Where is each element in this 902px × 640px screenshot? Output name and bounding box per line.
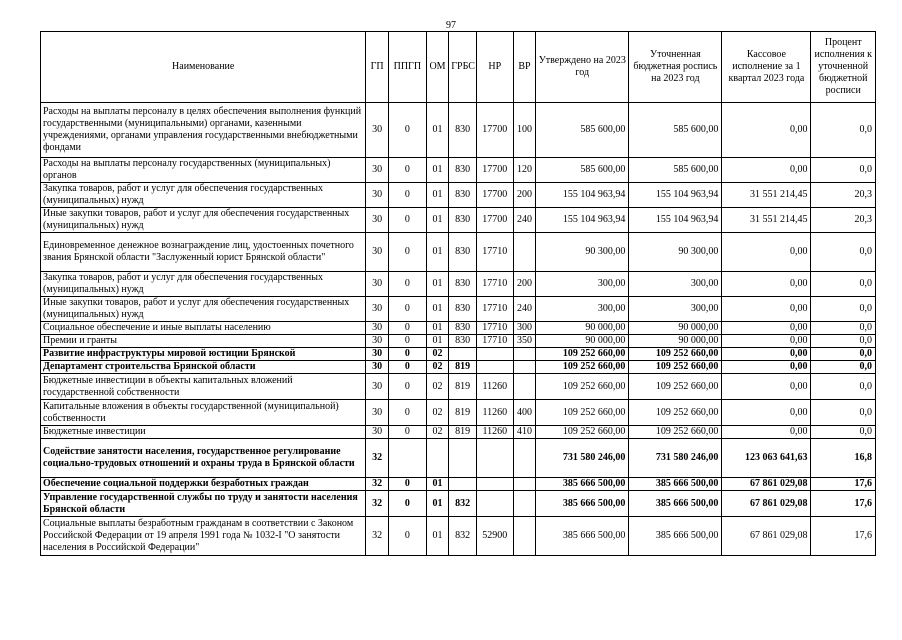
grbs-cell: 830 [449,272,477,297]
percent-cell: 0,0 [811,400,876,426]
name-cell: Иные закупки товаров, работ и услуг для обеспечения государственных (муниципальных) нужд [41,297,366,322]
ppgp-cell: 0 [388,158,426,183]
ppgp-cell: 0 [388,183,426,208]
approved-cell: 109 252 660,00 [536,426,629,439]
np-cell: 17700 [476,103,513,158]
header-refined: Уточненная бюджетная роспись на 2023 год [629,32,722,103]
name-cell: Обеспечение социальной поддержки безработных граждан [41,478,366,491]
table-row [41,517,876,556]
om-cell: 02 [426,361,449,374]
refined-cell: 90 000,00 [629,335,722,348]
table-row [41,208,876,233]
approved-cell: 731 580 246,00 [536,439,629,478]
vr-cell [513,233,536,272]
approved-cell: 300,00 [536,272,629,297]
np-cell [476,491,513,517]
vr-cell: 200 [513,272,536,297]
name-cell: Иные закупки товаров, работ и услуг для обеспечения государственных (муниципальных) нужд [41,208,366,233]
cash-cell: 0,00 [722,348,811,361]
ppgp-cell [388,439,426,478]
ppgp-cell: 0 [388,517,426,556]
table-body [41,103,876,556]
ppgp-cell: 0 [388,103,426,158]
np-cell: 17700 [476,208,513,233]
table-row [41,374,876,400]
approved-cell: 385 666 500,00 [536,478,629,491]
om-cell: 01 [426,478,449,491]
ppgp-cell: 0 [388,348,426,361]
name-cell: Расходы на выплаты персоналу государственных (муниципальных) органов [41,158,366,183]
name-cell: Социальные выплаты безработным гражданам в соответствии с Законом Российской Федерации от 19 апреля 1991 года № 1032-I "О занятости населения в Российской Федерации" [41,517,366,556]
cash-cell: 31 551 214,45 [722,208,811,233]
vr-cell [513,361,536,374]
grbs-cell: 832 [449,517,477,556]
np-cell: 11260 [476,426,513,439]
gp-cell: 30 [366,335,389,348]
grbs-cell: 830 [449,322,477,335]
om-cell: 01 [426,272,449,297]
gp-cell: 30 [366,400,389,426]
table-row [41,400,876,426]
header-percent: Процент исполнения к уточненной бюджетной росписи [811,32,876,103]
percent-cell: 0,0 [811,103,876,158]
vr-cell: 400 [513,400,536,426]
vr-cell [513,478,536,491]
percent-cell: 0,0 [811,272,876,297]
cash-cell: 0,00 [722,158,811,183]
ppgp-cell: 0 [388,272,426,297]
om-cell: 02 [426,400,449,426]
np-cell: 17710 [476,322,513,335]
approved-cell: 155 104 963,94 [536,183,629,208]
header-name: Наименование [41,32,366,103]
ppgp-cell: 0 [388,297,426,322]
grbs-cell: 830 [449,183,477,208]
gp-cell: 30 [366,348,389,361]
percent-cell: 0,0 [811,233,876,272]
om-cell: 01 [426,208,449,233]
vr-cell [513,374,536,400]
gp-cell: 30 [366,297,389,322]
table-row [41,491,876,517]
np-cell [476,478,513,491]
np-cell: 11260 [476,400,513,426]
cash-cell: 0,00 [722,374,811,400]
page-number: 97 [446,20,456,31]
cash-cell: 0,00 [722,335,811,348]
approved-cell: 585 600,00 [536,103,629,158]
om-cell: 01 [426,158,449,183]
vr-cell: 350 [513,335,536,348]
gp-cell: 30 [366,272,389,297]
ppgp-cell: 0 [388,374,426,400]
header-cash: Кассовое исполнение за 1 квартал 2023 года [722,32,811,103]
np-cell: 17710 [476,272,513,297]
table-row [41,297,876,322]
om-cell: 01 [426,297,449,322]
name-cell: Бюджетные инвестиции [41,426,366,439]
om-cell: 02 [426,374,449,400]
refined-cell: 300,00 [629,297,722,322]
om-cell [426,439,449,478]
grbs-cell: 830 [449,297,477,322]
approved-cell: 109 252 660,00 [536,348,629,361]
om-cell: 01 [426,183,449,208]
grbs-cell: 830 [449,158,477,183]
name-cell: Департамент строительства Брянской области [41,361,366,374]
name-cell: Бюджетные инвестиции в объекты капитальных вложений государственной собственности [41,374,366,400]
grbs-cell: 819 [449,361,477,374]
approved-cell: 90 300,00 [536,233,629,272]
np-cell [476,361,513,374]
om-cell: 01 [426,233,449,272]
table-row [41,426,876,439]
percent-cell: 0,0 [811,426,876,439]
refined-cell: 109 252 660,00 [629,348,722,361]
table-row [41,322,876,335]
name-cell: Закупка товаров, работ и услуг для обеспечения государственных (муниципальных) нужд [41,183,366,208]
vr-cell: 240 [513,297,536,322]
name-cell: Содействие занятости населения, государственное регулирование социально-трудовых отношений и охраны труда в Брянской области [41,439,366,478]
name-cell: Расходы на выплаты персоналу в целях обеспечения выполнения функций государственными (муниципальными) органами, казенными учреждениями, органами управления государственными внебюджетными фондами [41,103,366,158]
vr-cell: 120 [513,158,536,183]
table-row [41,103,876,158]
name-cell: Развитие инфраструктуры мировой юстиции Брянской [41,348,366,361]
percent-cell: 0,0 [811,297,876,322]
name-cell: Премии и гранты [41,335,366,348]
table-row [41,233,876,272]
name-cell: Управление государственной службы по труду и занятости населения Брянской области [41,491,366,517]
budget-table [40,31,876,556]
table-row [41,439,876,478]
grbs-cell: 819 [449,426,477,439]
refined-cell: 385 666 500,00 [629,517,722,556]
refined-cell: 155 104 963,94 [629,183,722,208]
vr-cell: 300 [513,322,536,335]
ppgp-cell: 0 [388,322,426,335]
refined-cell: 300,00 [629,272,722,297]
vr-cell [513,491,536,517]
gp-cell: 32 [366,478,389,491]
refined-cell: 109 252 660,00 [629,426,722,439]
refined-cell: 109 252 660,00 [629,400,722,426]
np-cell: 52900 [476,517,513,556]
header-ppgp: ППГП [388,32,426,103]
ppgp-cell: 0 [388,478,426,491]
ppgp-cell: 0 [388,208,426,233]
approved-cell: 385 666 500,00 [536,517,629,556]
approved-cell: 300,00 [536,297,629,322]
grbs-cell: 832 [449,491,477,517]
approved-cell: 90 000,00 [536,322,629,335]
gp-cell: 30 [366,426,389,439]
refined-cell: 90 300,00 [629,233,722,272]
refined-cell: 155 104 963,94 [629,208,722,233]
cash-cell: 67 861 029,08 [722,491,811,517]
percent-cell: 20,3 [811,208,876,233]
header-om: ОМ [426,32,449,103]
header-np: НР [476,32,513,103]
approved-cell: 90 000,00 [536,335,629,348]
percent-cell: 0,0 [811,322,876,335]
om-cell: 02 [426,426,449,439]
refined-cell: 90 000,00 [629,322,722,335]
gp-cell: 30 [366,374,389,400]
header-vr: ВР [513,32,536,103]
cash-cell: 0,00 [722,426,811,439]
gp-cell: 30 [366,103,389,158]
cash-cell: 0,00 [722,322,811,335]
grbs-cell: 830 [449,233,477,272]
header-grbs: ГРБС [449,32,477,103]
vr-cell: 240 [513,208,536,233]
refined-cell: 731 580 246,00 [629,439,722,478]
header-row [41,32,876,103]
vr-cell: 410 [513,426,536,439]
np-cell: 17700 [476,183,513,208]
table-row [41,272,876,297]
vr-cell [513,439,536,478]
refined-cell: 385 666 500,00 [629,478,722,491]
approved-cell: 109 252 660,00 [536,374,629,400]
np-cell: 17700 [476,158,513,183]
np-cell [476,439,513,478]
gp-cell: 30 [366,158,389,183]
grbs-cell: 830 [449,103,477,158]
refined-cell: 385 666 500,00 [629,491,722,517]
gp-cell: 30 [366,322,389,335]
percent-cell: 17,6 [811,478,876,491]
approved-cell: 109 252 660,00 [536,400,629,426]
np-cell: 11260 [476,374,513,400]
ppgp-cell: 0 [388,400,426,426]
percent-cell: 0,0 [811,158,876,183]
approved-cell: 585 600,00 [536,158,629,183]
np-cell: 17710 [476,297,513,322]
gp-cell: 30 [366,183,389,208]
grbs-cell [449,439,477,478]
table-row [41,335,876,348]
percent-cell: 0,0 [811,348,876,361]
vr-cell: 200 [513,183,536,208]
vr-cell [513,348,536,361]
table-row [41,183,876,208]
refined-cell: 585 600,00 [629,158,722,183]
np-cell: 17710 [476,233,513,272]
cash-cell: 0,00 [722,103,811,158]
cash-cell: 67 861 029,08 [722,478,811,491]
cash-cell: 0,00 [722,272,811,297]
percent-cell: 0,0 [811,361,876,374]
refined-cell: 109 252 660,00 [629,361,722,374]
approved-cell: 109 252 660,00 [536,361,629,374]
gp-cell: 30 [366,233,389,272]
cash-cell: 0,00 [722,361,811,374]
cash-cell: 0,00 [722,297,811,322]
table-row [41,478,876,491]
cash-cell: 67 861 029,08 [722,517,811,556]
percent-cell: 0,0 [811,335,876,348]
grbs-cell [449,478,477,491]
percent-cell: 20,3 [811,183,876,208]
gp-cell: 30 [366,361,389,374]
percent-cell: 0,0 [811,374,876,400]
approved-cell: 155 104 963,94 [536,208,629,233]
name-cell: Социальное обеспечение и иные выплаты населению [41,322,366,335]
ppgp-cell: 0 [388,491,426,517]
percent-cell: 17,6 [811,491,876,517]
om-cell: 01 [426,335,449,348]
percent-cell: 17,6 [811,517,876,556]
table-row [41,361,876,374]
cash-cell: 0,00 [722,233,811,272]
gp-cell: 32 [366,439,389,478]
ppgp-cell: 0 [388,361,426,374]
header-gp: ГП [366,32,389,103]
name-cell: Закупка товаров, работ и услуг для обеспечения государственных (муниципальных) нужд [41,272,366,297]
vr-cell [513,517,536,556]
grbs-cell: 819 [449,400,477,426]
refined-cell: 109 252 660,00 [629,374,722,400]
percent-cell: 16,8 [811,439,876,478]
np-cell [476,348,513,361]
cash-cell: 123 063 641,63 [722,439,811,478]
grbs-cell [449,348,477,361]
grbs-cell: 830 [449,208,477,233]
gp-cell: 32 [366,491,389,517]
gp-cell: 32 [366,517,389,556]
grbs-cell: 819 [449,374,477,400]
ppgp-cell: 0 [388,335,426,348]
gp-cell: 30 [366,208,389,233]
table-row [41,348,876,361]
om-cell: 01 [426,517,449,556]
om-cell: 01 [426,103,449,158]
name-cell: Капитальные вложения в объекты государственной (муниципальной) собственности [41,400,366,426]
grbs-cell: 830 [449,335,477,348]
header-approved: Утверждено на 2023 год [536,32,629,103]
table-row [41,158,876,183]
cash-cell: 0,00 [722,400,811,426]
approved-cell: 385 666 500,00 [536,491,629,517]
cash-cell: 31 551 214,45 [722,183,811,208]
ppgp-cell: 0 [388,426,426,439]
np-cell: 17710 [476,335,513,348]
name-cell: Единовременное денежное вознаграждение лиц, удостоенных почетного звания Брянской области "Заслуженный юрист Брянской области" [41,233,366,272]
ppgp-cell: 0 [388,233,426,272]
refined-cell: 585 600,00 [629,103,722,158]
om-cell: 01 [426,491,449,517]
om-cell: 02 [426,348,449,361]
om-cell: 01 [426,322,449,335]
vr-cell: 100 [513,103,536,158]
